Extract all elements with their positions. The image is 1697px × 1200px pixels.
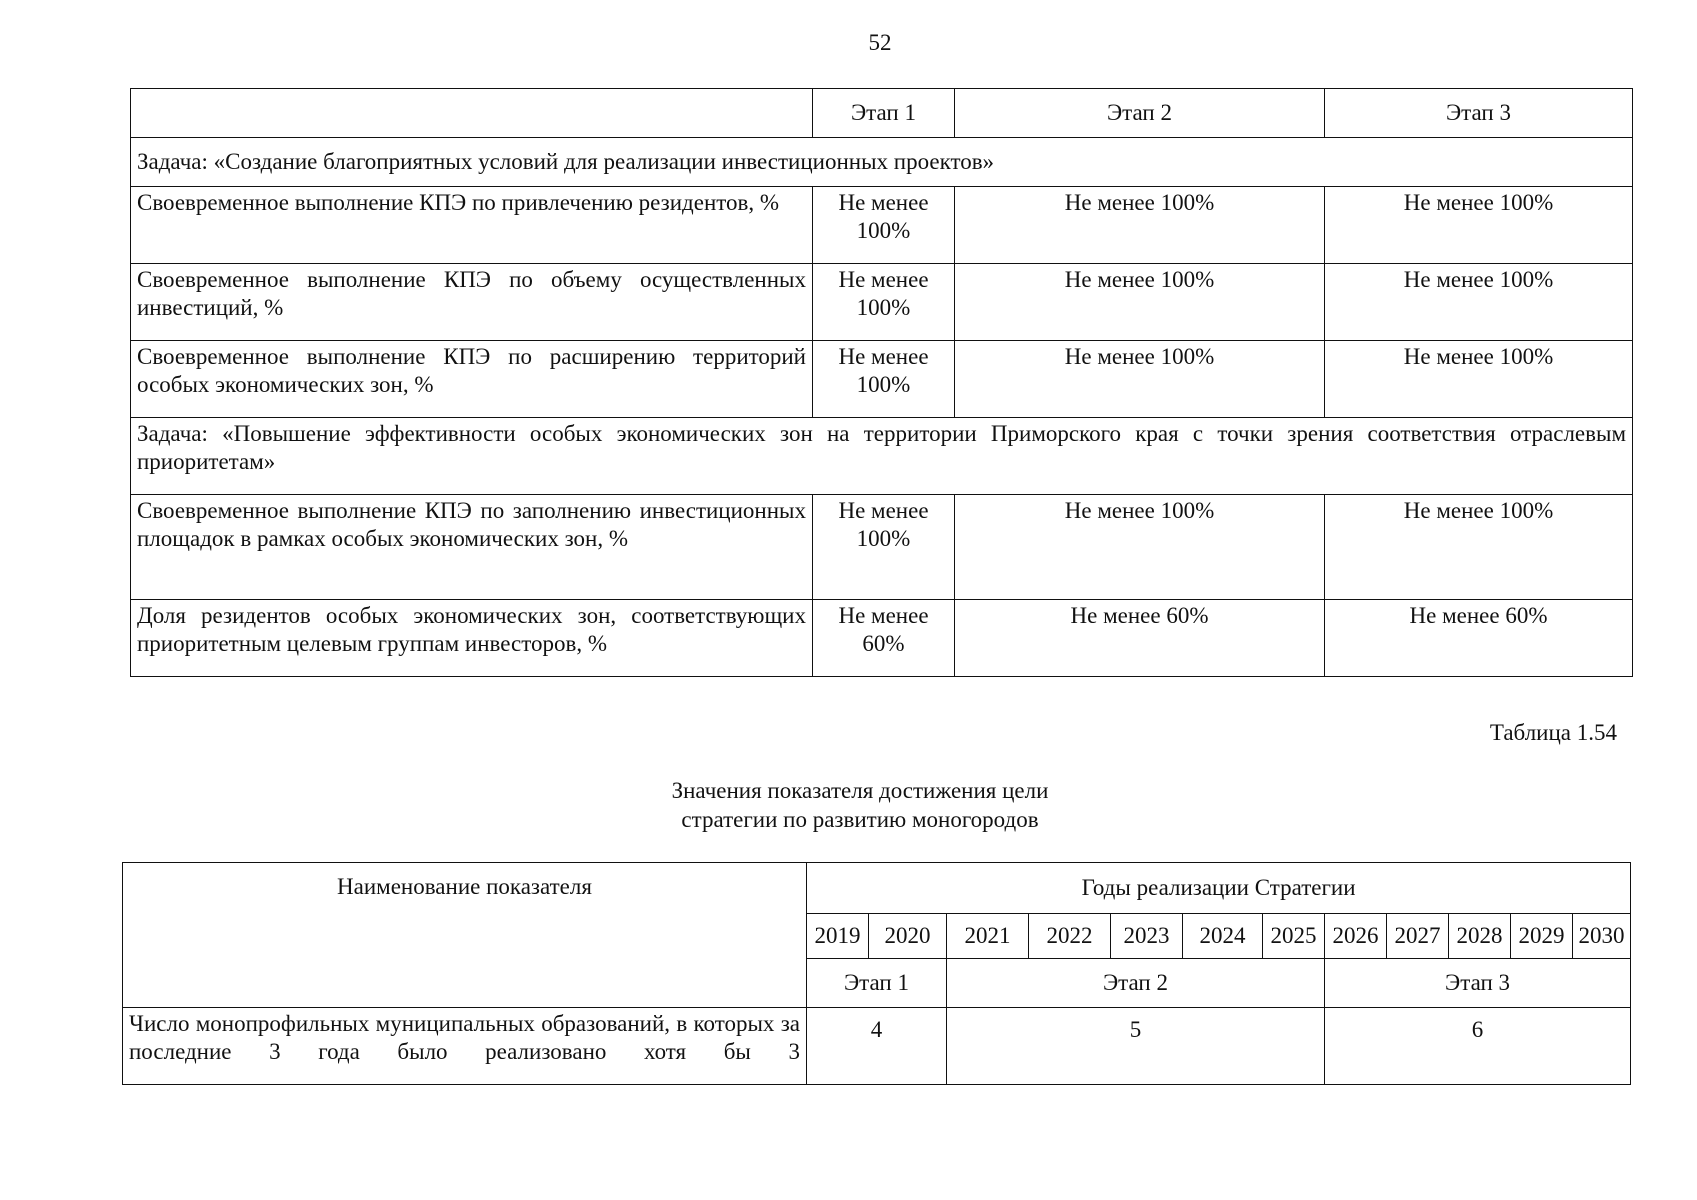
- year-cell: 2021: [947, 914, 1029, 959]
- table-title-line-1: Значения показателя достижения цели: [671, 778, 1049, 803]
- stage-1-value: Не менее 100%: [813, 495, 955, 600]
- stage-1-value: Не менее 100%: [813, 264, 955, 341]
- year-cell: 2022: [1029, 914, 1111, 959]
- header-cell-stage-1: Этап 1: [813, 89, 955, 138]
- indicator-name-header: Наименование показателя: [123, 863, 807, 1008]
- stage-3-value: Не менее 60%: [1325, 600, 1633, 677]
- task-row: [131, 418, 1633, 495]
- stage-1-value: Не менее 100%: [813, 187, 955, 264]
- stage-2-value: Не менее 100%: [955, 495, 1325, 600]
- task-row: [131, 138, 1633, 187]
- stage-1-value: 4: [807, 1008, 947, 1085]
- table-row: [131, 264, 1633, 341]
- header-cell-stage-3: Этап 3: [1325, 89, 1633, 138]
- table-caption: Таблица 1.54: [1489, 720, 1617, 745]
- table-title: [650, 776, 1070, 834]
- monotown-table: [122, 862, 1631, 1085]
- stage-2-value: Не менее 100%: [955, 187, 1325, 264]
- stage-1-header: Этап 1: [807, 959, 947, 1008]
- years-header: Годы реализации Стратегии: [807, 863, 1631, 914]
- stage-3-value: Не менее 100%: [1325, 187, 1633, 264]
- table-row: [131, 600, 1633, 677]
- year-cell: 2028: [1449, 914, 1511, 959]
- stage-3-value: 6: [1325, 1008, 1631, 1085]
- indicator-name: Своевременное выполнение КПЭ по привлечению резидентов, %: [131, 187, 813, 264]
- table-row: [131, 495, 1633, 600]
- stage-3-value: Не менее 100%: [1325, 341, 1633, 418]
- indicator-name: Число монопрофильных муниципальных образований, в которых за последние 3 года было реализовано хотя бы 3: [123, 1008, 807, 1085]
- stage-2-value: 5: [947, 1008, 1325, 1085]
- stage-2-value: Не менее 100%: [955, 264, 1325, 341]
- stage-2-header: Этап 2: [947, 959, 1325, 1008]
- year-cell: 2020: [869, 914, 947, 959]
- table-title-line-2: стратегии по развитию моногородов: [681, 807, 1039, 832]
- table-header-row: [131, 89, 1633, 138]
- year-cell: 2030: [1573, 914, 1631, 959]
- year-cell: 2026: [1325, 914, 1387, 959]
- stage-2-value: Не менее 60%: [955, 600, 1325, 677]
- table-row: [131, 341, 1633, 418]
- task-cell: Задача: «Повышение эффективности особых экономических зон на территории Приморского края с точки зрения соответствия отраслевым приоритетам»: [131, 418, 1633, 495]
- page-number: 52: [868, 30, 892, 55]
- year-cell: 2027: [1387, 914, 1449, 959]
- year-cell: 2024: [1183, 914, 1263, 959]
- header-cell-stage-2: Этап 2: [955, 89, 1325, 138]
- indicator-name: Своевременное выполнение КПЭ по объему осуществленных инвестиций, %: [131, 264, 813, 341]
- header-cell-empty: [131, 89, 813, 138]
- stage-1-value: Не менее 100%: [813, 341, 955, 418]
- indicator-name: Своевременное выполнение КПЭ по расширению территорий особых экономических зон, %: [131, 341, 813, 418]
- year-cell: 2029: [1511, 914, 1573, 959]
- indicator-name: Своевременное выполнение КПЭ по заполнению инвестиционных площадок в рамках особых экономических зон, %: [131, 495, 813, 600]
- year-cell: 2025: [1263, 914, 1325, 959]
- kpi-table: [130, 88, 1633, 677]
- stage-3-header: Этап 3: [1325, 959, 1631, 1008]
- task-cell: Задача: «Создание благоприятных условий для реализации инвестиционных проектов»: [131, 138, 1633, 187]
- stage-3-value: Не менее 100%: [1325, 495, 1633, 600]
- table-header-row: [123, 863, 1631, 914]
- indicator-name: Доля резидентов особых экономических зон, соответствующих приоритетным целевым группам инвесторов, %: [131, 600, 813, 677]
- year-cell: 2019: [807, 914, 869, 959]
- table-row: [123, 1008, 1631, 1085]
- stage-1-value: Не менее 60%: [813, 600, 955, 677]
- table-row: [131, 187, 1633, 264]
- year-cell: 2023: [1111, 914, 1183, 959]
- stage-2-value: Не менее 100%: [955, 341, 1325, 418]
- stage-3-value: Не менее 100%: [1325, 264, 1633, 341]
